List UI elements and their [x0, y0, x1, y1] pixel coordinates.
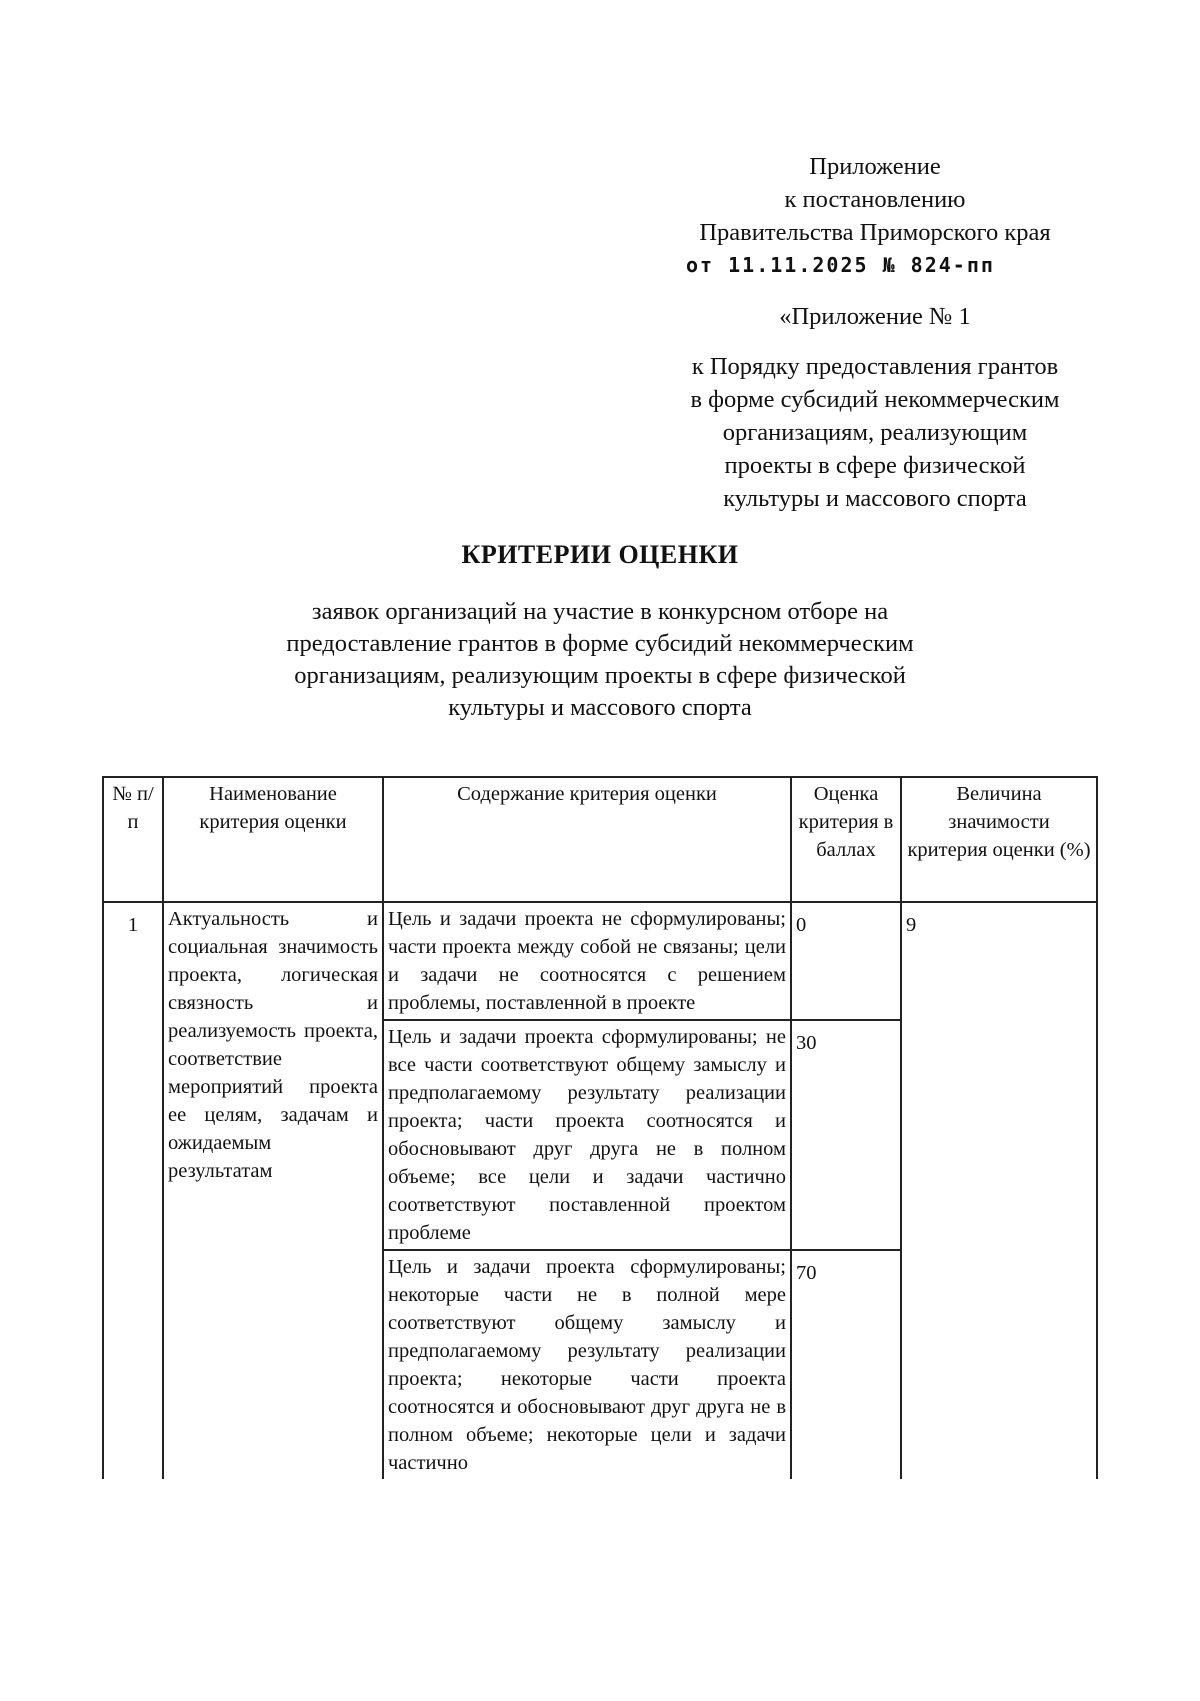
table-row: [103, 902, 1097, 1020]
row-number: 1: [103, 902, 163, 1479]
document-title: КРИТЕРИИ ОЦЕНКИ: [461, 540, 739, 569]
header-weight: Величина значимости критерия оценки (%): [901, 777, 1097, 902]
procedure-reference: [650, 350, 1100, 515]
subtitle-line: предоставление грантов в форме субсидий некоммерческим: [286, 630, 914, 657]
subtitle-line: организациям, реализующим проекты в сфере физической: [294, 662, 906, 689]
procedure-line: культуры и массового спорта: [723, 485, 1027, 512]
criterion-score: 30: [791, 1020, 901, 1250]
document-subtitle: [180, 596, 1020, 724]
procedure-line: проекты в сфере физической: [724, 452, 1026, 479]
header-line: к постановлению: [784, 186, 966, 213]
criteria-table: [102, 776, 1098, 1479]
header-line: Правительства Приморского края: [699, 219, 1051, 246]
table-header-row: [103, 777, 1097, 902]
appendix-number: «Приложение № 1: [779, 303, 971, 330]
resolution-stamp: от 11.11.2025 № 824-пп: [686, 253, 995, 277]
header-content: Содержание критерия оценки: [383, 777, 791, 902]
procedure-line: организациям, реализующим: [722, 419, 1028, 446]
appendix-header: [655, 150, 1095, 281]
criterion-content: Цель и задачи проекта сформулированы; не все части соответствуют общему замыслу и предполагаемому результату реализации проекта; части проекта соотносятся и обосновывают друг друга не в полном объеме; все цели и задачи частично соответствуют поставленной проектом проблеме: [383, 1020, 791, 1250]
header-name: Наименование критерия оценки: [163, 777, 383, 902]
criterion-content: Цель и задачи проекта сформулированы; некоторые части не в полной мере соответствуют общему замыслу и предполагаемому результату реализации проекта; некоторые части проекта соотносятся и обосновывают друг друга не в полном объеме; некоторые цели и задачи частично: [383, 1250, 791, 1479]
criterion-name: Актуальность и социальная значимость проекта, логическая связность и реализуемость проекта, соответствие мероприятий проекта ее целям, задачам и ожидаемым результатам: [163, 902, 383, 1479]
criterion-content: Цель и задачи проекта не сформулированы; части проекта между собой не связаны; цели и задачи не соотносятся с решением проблемы, поставленной в проекте: [383, 902, 791, 1020]
procedure-line: к Порядку предоставления грантов: [691, 353, 1059, 380]
header-num: № п/п: [103, 777, 163, 902]
procedure-line: в форме субсидий некоммерческим: [690, 386, 1060, 413]
subtitle-line: культуры и массового спорта: [448, 694, 752, 721]
criterion-weight: 9: [901, 902, 1097, 1479]
criterion-score: 0: [791, 902, 901, 1020]
header-score: Оценка критерия в баллах: [791, 777, 901, 902]
criterion-score: 70: [791, 1250, 901, 1479]
subtitle-line: заявок организаций на участие в конкурсном отборе на: [311, 598, 889, 625]
header-line: Приложение: [809, 153, 941, 180]
